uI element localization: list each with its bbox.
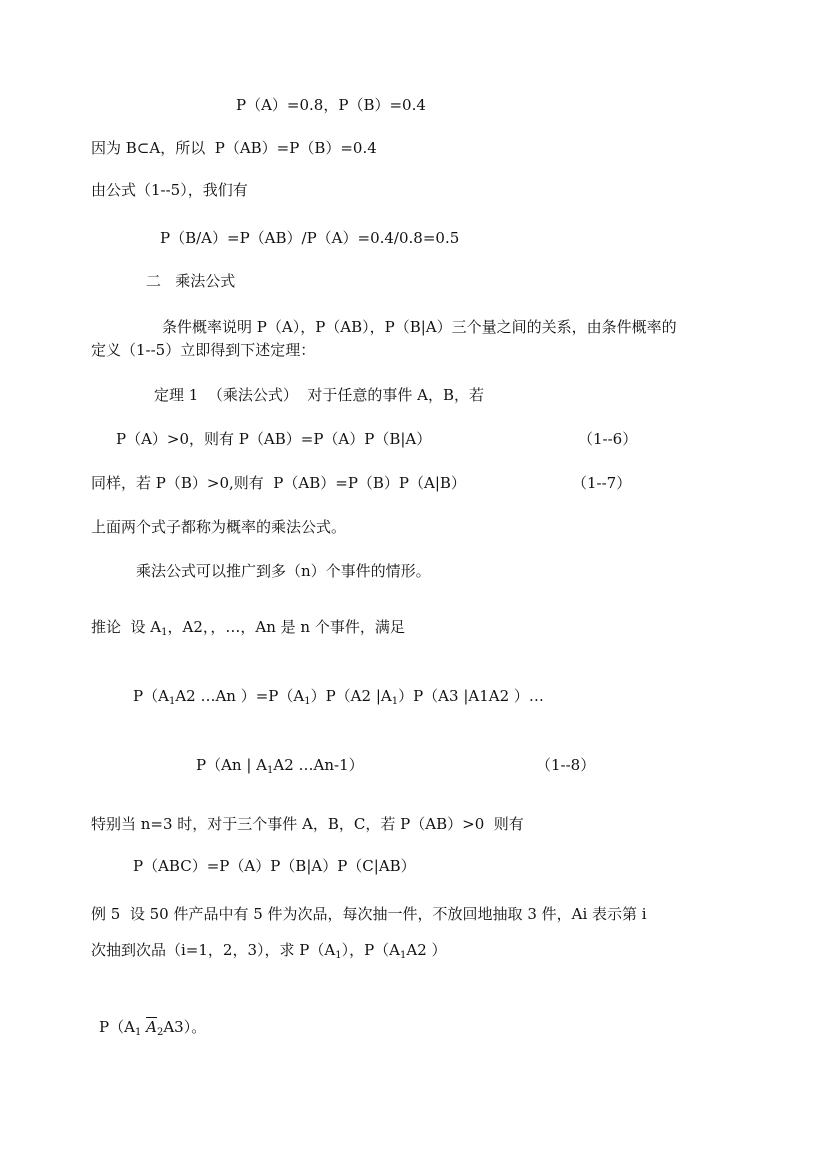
example-line: 例 5 设 50 件产品中有 5 件为次品，每次抽一件，不放回地抽取 3 件，Ai 表示第 i [91, 905, 647, 923]
corollary-formula: $P(A_1A2$ …An ）$=P(A_1)P(A2$ $|A_1)P(A3$ |A1A2 ）… [133, 687, 544, 707]
formula-line: 同样，若 P（B）>0,则有 P（AB）=P（B）P（A|B） [91, 474, 466, 492]
text-line: 上面两个式子都称为概率的乘法公式。 [91, 518, 347, 536]
text-line: 特别当 n=3 时，对于三个事件 A，B，C，若 P（AB）>0 则有 [91, 815, 524, 833]
text-line: 乘法公式可以推广到多（n）个事件的情形。 [136, 562, 431, 580]
example-formula: $P(A_1$ $\overline{A}_2A3$）。 [99, 1018, 207, 1038]
text-line: 因为 B⊂A，所以 P（AB）=P（B）=0.4 [91, 139, 377, 157]
equation-number: （1--7） [572, 474, 632, 492]
theorem-heading: 定理 1 （乘法公式） 对于任意的事件 A，B，若 [154, 386, 485, 404]
equation-number: （1--6） [578, 430, 638, 448]
formula-line: P（B/A）=P（AB）/P（A）=0.4/0.8=0.5 [160, 229, 460, 247]
equation-number: （1--8） [536, 756, 596, 774]
paragraph-line: 定义（1--5）立即得到下述定理： [91, 341, 316, 359]
given-probabilities: P（A）=0.8，P（B）=0.4 [236, 96, 426, 114]
corollary-line: 推论 设 $A_1$，A2，，…，An 是 n 个事件，满足 [91, 618, 405, 638]
example-line: 次抽到次品（i=1，2，3），求 $P(A_1)$，$P(A_1A2$ ） [91, 941, 447, 961]
text-line: 由公式（1--5），我们有 [91, 181, 248, 199]
section-heading: 二 乘法公式 [146, 272, 236, 290]
formula-line: P（A）>0，则有 P（AB）=P（A）P（B|A） [116, 430, 432, 448]
corollary-formula-continued: P（An | $A_1A2$ …An-1） [196, 756, 364, 776]
paragraph-line: 条件概率说明 P（A），P（AB），P（B|A）三个量之间的关系，由条件概率的 [162, 318, 677, 336]
formula-line: P（ABC）=P（A）P（B|A）P（C|AB） [133, 857, 416, 875]
